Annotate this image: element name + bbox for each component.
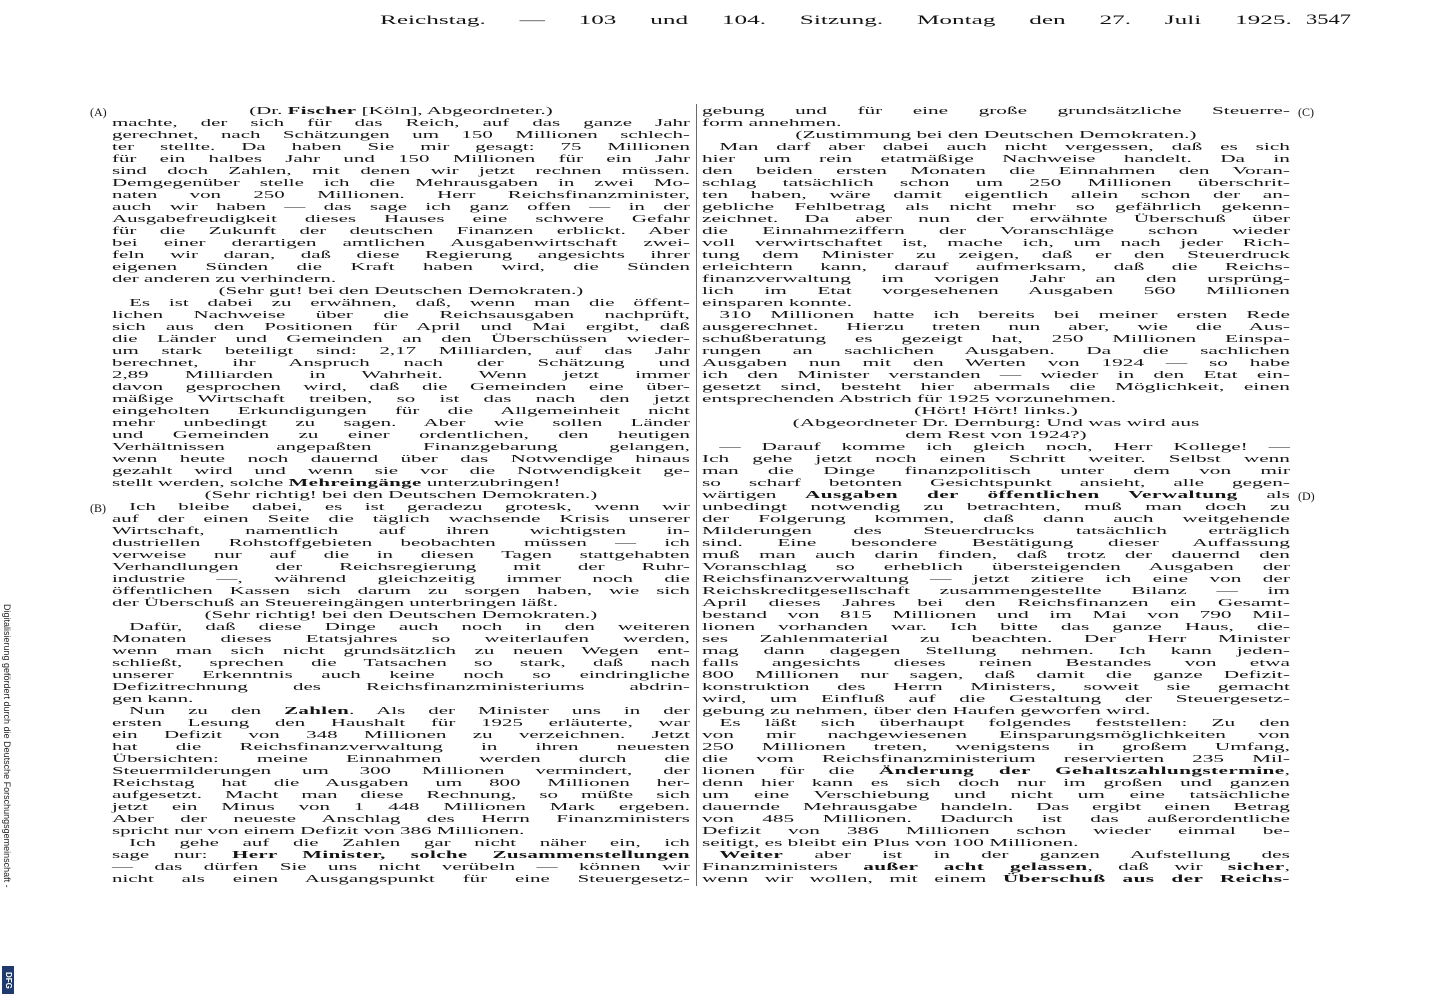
- text-line: eingeholten Erkundigungen für die Allgemeinheit nicht: [112, 405, 690, 417]
- text-line: so scharf betonten Gesichtspunkt ansieht, alle gegen-: [702, 477, 1290, 489]
- text-line: bestand von 815 Millionen und im Mai von 790 Mil-: [702, 609, 1290, 621]
- speaker-heading: (Dr. Fischer [Köln], Abgeordneter.): [249, 105, 553, 117]
- text-line: Ich gehe auf die Zahlen gar nicht näher ein, ich: [129, 837, 690, 849]
- text-line: Verhältnissen angepaßten Finanzgebarung gelangen,: [112, 441, 690, 453]
- text-line: wenn wir wollen, mit einem Überschuß aus der Reichs-: [702, 873, 1290, 885]
- emphasized-text: Weiter: [719, 849, 784, 861]
- text-line: Ausgaben nun mit den Werten von 1924 — so habe: [702, 357, 1290, 369]
- emphasized-text: Zahlen: [284, 705, 350, 717]
- text-line: ten haben, wäre damit eigentlich allein schon der an-: [702, 189, 1290, 201]
- text-line: Reichsfinanzverwaltung — jetzt zitiere ich eine von der: [702, 573, 1290, 585]
- text-line: den beiden ersten Monaten die Einnahmen den Voran-: [702, 165, 1290, 177]
- text-line: tung dem Minister zu zeigen, daß er den Steuerdruck: [702, 249, 1290, 261]
- emphasized-text: Mehreingänge: [288, 477, 422, 489]
- text-line: Dafür, daß diese Dinge auch noch in den weiteren: [129, 621, 690, 633]
- text-line: 310 Millionen hatte ich bereits bei meiner ersten Rede: [719, 309, 1290, 321]
- text-line: finanzverwaltung im vorigen Jahr an den ursprüng-: [702, 273, 1290, 285]
- text-line: auch wir haben — das sage ich ganz offen — in der: [112, 201, 690, 213]
- text-line: die vom Reichsfinanzministerium reservierten 235 Mil-: [702, 753, 1290, 765]
- text-line: von mir nachgewiesenen Einsparungsmöglichkeiten von: [702, 729, 1290, 741]
- running-header: Reichstag. — 103 und 104. Sitzung. Montag den 27. Juli 1925.: [380, 12, 1292, 27]
- text-line: dustriellen Rohstoffgebieten beobachten müssen — ich: [112, 537, 690, 549]
- text-line: schußberatung es gezeigt hat, 250 Millionen Einspa-: [702, 333, 1290, 345]
- text-line: Verhandlungen der Reichsregierung mit der Ruhr-: [112, 561, 690, 573]
- text-line: erleichtern kann, darauf aufmerksam, daß die Reichs-: [702, 261, 1290, 273]
- text-line: Übersichten: meine Einnahmen werden durch die: [112, 753, 690, 765]
- text-line: Steuermilderungen um 300 Millionen vermindert, der: [112, 765, 690, 777]
- text-line: Ausgabefreudigkeit dieses Hauses eine schwere Gefahr: [112, 213, 690, 225]
- text-line: Ich bleibe dabei, es ist geradezu grotesk, wenn wir: [129, 501, 690, 513]
- text-line: — das dürfen Sie uns nicht verübeln — können wir: [112, 861, 690, 873]
- text-line: bei einer derartigen amtlichen Ausgabenwirtschaft zwei-: [112, 237, 690, 249]
- text-line: Nun zu den Zahlen. Als der Minister uns in der: [129, 705, 690, 717]
- text-line: Reichstag hat die Ausgaben um 800 Millionen her-: [112, 777, 690, 789]
- text-line: man die Dinge finanzpolitisch unter dem von mir: [702, 465, 1290, 477]
- text-line: 2,89 Milliarden in Wahrheit. Wenn jetzt immer: [112, 369, 690, 381]
- text-line: lich im Etat vorgesehenen Ausgaben 560 Millionen: [702, 285, 1290, 297]
- margin-mark-b: (B): [90, 501, 106, 515]
- text-line: der Überschuß an Steuereingängen unterbringen läßt.: [112, 597, 558, 609]
- text-line: Wirtschaft, namentlich auf ihren wichtigsten in-: [112, 525, 690, 537]
- text-line: wenn man sich nicht grundsätzlich zu neuen Wegen ent-: [112, 645, 690, 657]
- text-line: unbedingt notwendig zu betrachten, muß man doch zu: [702, 501, 1290, 513]
- text-line: konstruktion des Herrn Ministers, soweit sie gemacht: [702, 681, 1290, 693]
- text-line: Man darf aber dabei auch nicht vergessen, daß es sich: [719, 141, 1290, 153]
- text-line: Finanzministers außer acht gelassen, daß wir sicher,: [702, 861, 1290, 873]
- text-line: und Gemeinden zu einer ordentlichen, den heutigen: [112, 429, 690, 441]
- text-line: voll verwirtschaftet ist, mache ich, um nach jeder Rich-: [702, 237, 1290, 249]
- text-line: ein Defizit von 348 Millionen zu verzeichnen. Jetzt: [112, 729, 690, 741]
- text-line: aufgesetzt. Macht man diese Rechnung, so müßte sich: [112, 789, 690, 801]
- text-line: der Folgerung kommen, daß dann auch weitgehende: [702, 513, 1290, 525]
- text-line: Milderungen des Steuerdrucks tatsächlich erträglich: [702, 525, 1290, 537]
- margin-mark-c: (C): [1298, 105, 1314, 119]
- emphasized-text: Fischer: [287, 105, 357, 117]
- interjection-line: (Hört! Hört! links.): [914, 405, 1078, 417]
- text-line: falls angesichts dieses reinen Bestandes von etwa: [702, 657, 1290, 669]
- text-line: zeichnet. Da aber nun der erwähnte Überschuß über: [702, 213, 1290, 225]
- page-number: 3547: [1306, 12, 1351, 28]
- right-text-column: [702, 105, 1290, 885]
- text-line: sind. Eine besondere Bestätigung dieser Auffassung: [702, 537, 1290, 549]
- text-line: davon gesprochen wird, daß die Gemeinden eine über-: [112, 381, 690, 393]
- text-line: industrie —, während gleichzeitig immer noch die: [112, 573, 690, 585]
- text-line: einsparen konnte.: [702, 297, 853, 309]
- interjection-line: (Abgeordneter Dr. Dernburg: Und was wird aus: [792, 417, 1200, 429]
- margin-mark-d: (D): [1298, 489, 1315, 503]
- text-line: mag dann dagegen Stellung nehmen. Ich kann jeden-: [702, 645, 1290, 657]
- text-line: Weiter aber ist in der ganzen Aufstellung des: [719, 849, 1290, 861]
- text-line: sich aus den Positionen für April und Mai ergibt, daß: [112, 321, 690, 333]
- text-line: form annehmen.: [702, 117, 842, 129]
- text-line: hier um rein etatmäßige Nachweise handelt. Da in: [702, 153, 1290, 165]
- text-line: gerechnet, nach Schätzungen um 150 Millionen schlech-: [112, 129, 690, 141]
- text-line: spricht nur von einem Defizit von 386 Millionen.: [112, 825, 525, 837]
- text-line: um eine Verschiebung und nicht um eine tatsächliche: [702, 789, 1290, 801]
- text-line: wird, um Einfluß auf die Gestaltung der Steuergesetz-: [702, 693, 1290, 705]
- text-line: lichen Nachweise über die Reichsausgaben nachprüft,: [112, 309, 690, 321]
- text-line: eigenen Sünden die Kraft haben wird, die Sünden: [112, 261, 690, 273]
- text-line: Ich gehe jetzt noch einen Schritt weiter. Selbst wenn: [702, 453, 1290, 465]
- text-line: 800 Millionen nur sagen, daß damit die ganze Defizit-: [702, 669, 1290, 681]
- text-line: denn hier kann es sich doch nur im großen und ganzen: [702, 777, 1290, 789]
- text-line: ich den Minister verstanden — wieder in den Etat ein-: [702, 369, 1290, 381]
- text-line: gebung und für eine große grundsätzliche Steuerre-: [702, 105, 1290, 117]
- text-line: Aber der neueste Anschlag des Herrn Finanzministers: [112, 813, 690, 825]
- text-line: 250 Millionen treten, wenigstens in großem Umfang,: [702, 741, 1290, 753]
- dfg-logo: DFG: [2, 966, 14, 994]
- text-line: um stark beteiligt sind: 2,17 Milliarden, auf das Jahr: [112, 345, 690, 357]
- emphasized-text: sicher: [1227, 861, 1285, 873]
- text-line: verweise nur auf die in diesen Tagen stattgehabten: [112, 549, 690, 561]
- text-line: unserer Erkenntnis auch keine noch so eindringliche: [112, 669, 690, 681]
- text-line: stellt werden, solche Mehreingänge unterzubringen!: [112, 477, 561, 489]
- text-line: naten von 250 Millionen. Herr Reichsfinanzminister,: [112, 189, 690, 201]
- text-line: sage nur: Herr Minister, solche Zusammenstellungen: [112, 849, 690, 861]
- text-line: die Länder und Gemeinden an den Überschüssen wieder-: [112, 333, 690, 345]
- text-line: für die Zukunft der deutschen Finanzen erblickt. Aber: [112, 225, 690, 237]
- text-line: lionen vorhanden war. Ich bitte das ganze Haus, die-: [702, 621, 1290, 633]
- left-text-column: [112, 105, 690, 885]
- emphasized-text: Änderung der Gehaltszahlungstermine: [878, 765, 1285, 777]
- text-line: Reichskreditgesellschaft zusammengestellte Bilanz — im: [702, 585, 1290, 597]
- text-line: lionen für die Änderung der Gehaltszahlungstermine,: [702, 765, 1290, 777]
- text-line: jetzt ein Minus von 1 448 Millionen Mark ergeben.: [112, 801, 690, 813]
- text-line: gezahlt wird und wenn sie vor die Notwendigkeit ge-: [112, 465, 690, 477]
- text-line: öffentlichen Kassen sich darum zu sorgen haben, wie sich: [112, 585, 690, 597]
- text-line: Es läßt sich überhaupt folgendes feststellen: Zu den: [719, 717, 1290, 729]
- interjection-line: dem Rest von 1924?): [905, 429, 1087, 441]
- text-line: schließt, sprechen die Tatsachen so stark, daß nach: [112, 657, 690, 669]
- text-line: nicht als einen Ausgangspunkt für eine Steuergesetz-: [112, 873, 690, 885]
- interjection-line: (Zustimmung bei den Deutschen Demokraten.): [795, 129, 1197, 141]
- text-line: mäßige Wirtschaft treiben, so ist das nach den jetzt: [112, 393, 690, 405]
- text-line: wenn heute noch dauernd über das Notwendige hinaus: [112, 453, 690, 465]
- emphasized-text: Herr Minister, solche Zusammenstellungen: [232, 849, 690, 861]
- text-line: sind doch Zahlen, mit denen wir jetzt rechnen müssen.: [112, 165, 690, 177]
- text-line: hat die Reichsfinanzverwaltung in ihren neuesten: [112, 741, 690, 753]
- interjection-line: (Sehr richtig! bei den Deutschen Demokraten.): [204, 489, 598, 501]
- text-line: ter stellte. Da haben Sie mir gesagt: 75 Millionen: [112, 141, 690, 153]
- emphasized-text: außer acht gelassen: [863, 861, 1088, 873]
- text-line: dauernde Mehrausgabe handeln. Das ergibt einen Betrag: [702, 801, 1290, 813]
- text-line: mehr unbedingt zu sagen. Aber wie sollen Länder: [112, 417, 690, 429]
- emphasized-text: Ausgaben der öffentlichen Verwaltung: [805, 489, 1238, 501]
- column-divider: [696, 104, 697, 886]
- text-line: die Einnahmeziffern der Voranschläge schon wieder: [702, 225, 1290, 237]
- emphasized-text: Überschuß aus der Reichs-: [1002, 873, 1290, 885]
- interjection-line: (Sehr richtig! bei den Deutschen Demokraten.): [204, 609, 598, 621]
- text-line: Defizitrechnung des Reichsfinanzministeriums abdrin-: [112, 681, 690, 693]
- text-line: gebliche Fehlbetrag als nicht mehr so gefährlich gekenn-: [702, 201, 1290, 213]
- text-line: Demgegenüber stelle ich die Mehrausgaben in zwei Mo-: [112, 177, 690, 189]
- text-line: für ein halbes Jahr und 150 Millionen für ein Jahr: [112, 153, 690, 165]
- text-line: muß man auch darin finden, daß trotz der dauernd den: [702, 549, 1290, 561]
- margin-mark-a: (A): [90, 105, 107, 119]
- text-line: gesetzt sind, besteht hier abermals die Möglichkeit, einen: [702, 381, 1290, 393]
- text-line: Es ist dabei zu erwähnen, daß, wenn man die öffent-: [129, 297, 690, 309]
- text-line: gen kann.: [112, 693, 194, 705]
- text-line: seitigt, es bleibt ein Plus von 100 Millionen.: [702, 837, 1079, 849]
- text-line: auf der einen Seite die täglich wachsende Krisis unserer: [112, 513, 690, 525]
- text-line: der anderen zu verhindern.: [112, 273, 337, 285]
- text-line: — Darauf komme ich gleich noch, Herr Kollege! —: [719, 441, 1290, 453]
- text-line: entsprechenden Abstrich für 1925 vorzunehmen.: [702, 393, 1117, 405]
- text-line: ersten Lesung den Haushalt für 1925 erläuterte, war: [112, 717, 690, 729]
- text-line: von 485 Millionen. Dadurch ist das außerordentliche: [702, 813, 1290, 825]
- text-line: Defizit von 386 Millionen schon wieder einmal be-: [702, 825, 1290, 837]
- text-line: April dieses Jahres bei den Reichsfinanzen ein Gesamt-: [702, 597, 1290, 609]
- text-line: machte, der sich für das Reich, auf das ganze Jahr: [112, 117, 690, 129]
- text-line: rungen an sachlichen Ausgaben. Da die sachlichen: [702, 345, 1290, 357]
- interjection-line: (Sehr gut! bei den Deutschen Demokraten.): [218, 285, 584, 297]
- text-line: feln wir daran, daß diese Regierung angesichts ihrer: [112, 249, 690, 261]
- text-line: wärtigen Ausgaben der öffentlichen Verwaltung als: [702, 489, 1290, 501]
- digitization-note: Digitalisierung gefördert durch die Deutsche Forschungsgemeinschaft -: [2, 604, 12, 888]
- text-line: schlag tatsächlich schon um 250 Millionen überschrit-: [702, 177, 1290, 189]
- text-line: ses Zahlenmaterial zu beachten. Der Herr Minister: [702, 633, 1290, 645]
- text-line: Voranschlag so erheblich übersteigenden Ausgaben der: [702, 561, 1290, 573]
- text-line: Monaten dieses Etatsjahres so weiterlaufen werden,: [112, 633, 690, 645]
- text-line: ausgerechnet. Hierzu treten nun aber, wie die Aus-: [702, 321, 1290, 333]
- text-line: berechnet, ihr Anspruch nach der Schätzung und: [112, 357, 690, 369]
- text-line: gebung zu nehmen, über den Haufen geworfen wird.: [702, 705, 1151, 717]
